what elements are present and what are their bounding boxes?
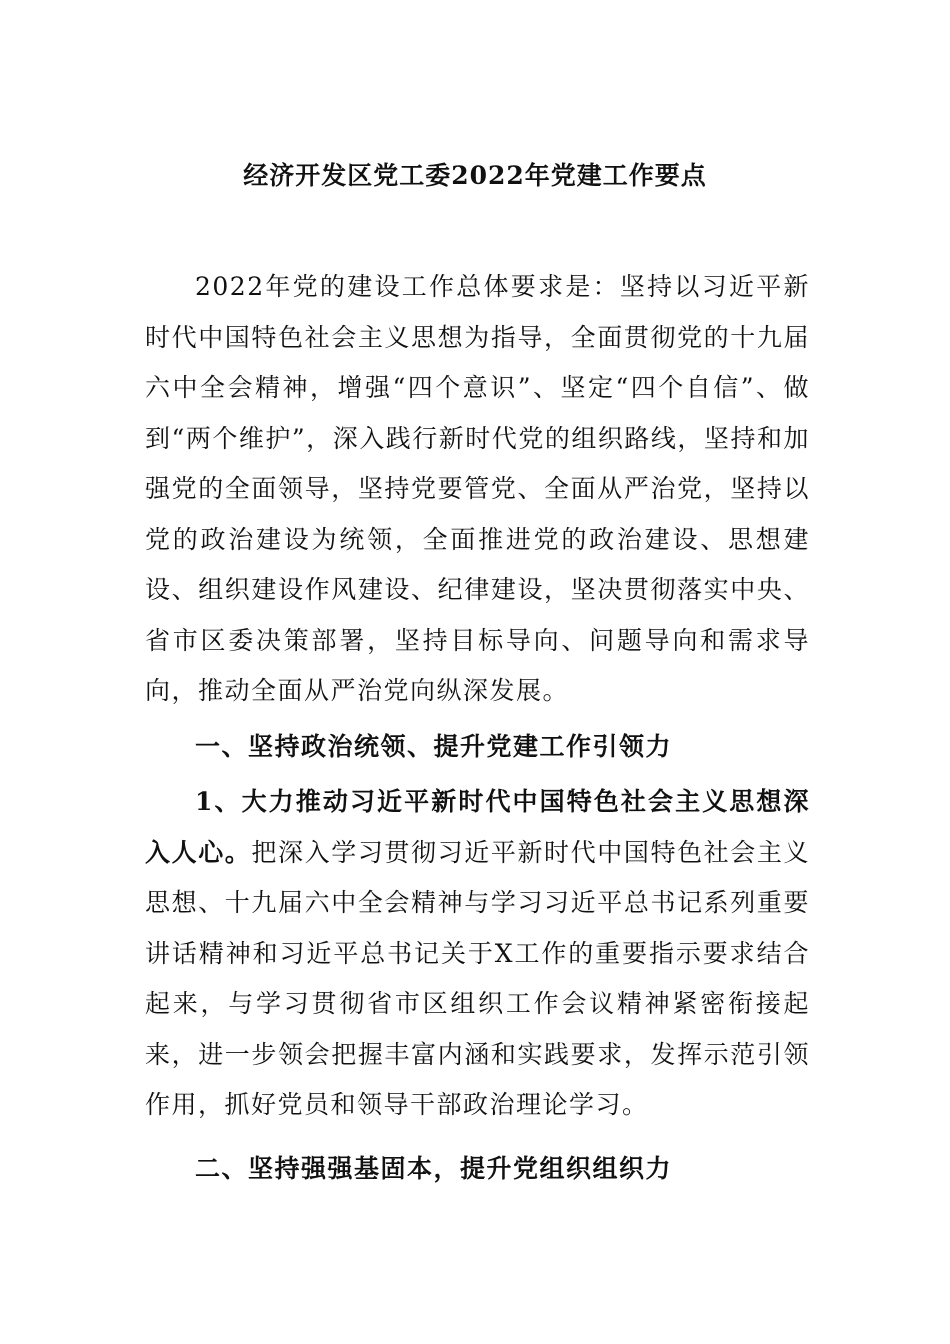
item-1-body: 把深入学习贯彻习近平新时代中国特色社会主义思想、十九届六中全会精神与学习习近平总书记系列重要讲话精神和习近平总书记关于X工作的重要指示要求结合起来，与学习贯彻省市区组织工作会议精神紧密衔接起来，进一步领会把握丰富内涵和实践要求，发挥示范引领作用，抓好党员和领导干部政治理论学习。 [145, 837, 810, 1119]
document-title: 经济开发区党工委2022年党建工作要点 [243, 161, 707, 190]
section-1-heading: 一、坚持政治统领、提升党建工作引领力 [195, 732, 673, 761]
item-1-lead: 1、大力推动习近平新时代中国特色社会主义思想深入人心。 [145, 787, 810, 867]
section-2-heading: 二、坚持强强基固本，提升党组织组织力 [195, 1154, 673, 1183]
intro-paragraph: 2022年党的建设工作总体要求是：坚持以习近平新时代中国特色社会主义思想为指导，全面贯彻党的十九届六中全会精神，增强“四个意识”、坚定“四个自信”、做到“两个维护”，深入践行新时代党的组织路线，坚持和加强党的全面领导，坚持党要管党、全面从严治党，坚持以党的政治建设为统领，全面推进党的政治建设、思想建设、组织建设作风建设、纪律建设，坚决贯彻落实中央、省市区委决策部署，坚持目标导向、问题导向和需求导向，推动全面从严治党向纵深发展。 [145, 272, 810, 705]
section-1-item-1 [145, 777, 810, 1131]
